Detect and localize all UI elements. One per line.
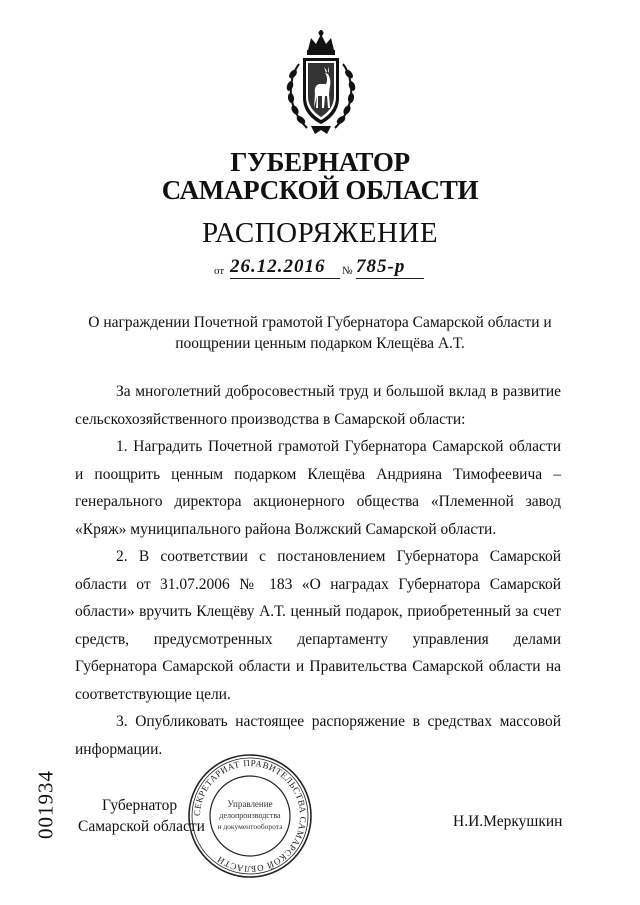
handwritten-date: 26.12.2016 bbox=[230, 256, 340, 279]
authority-region: САМАРСКОЙ ОБЛАСТИ bbox=[161, 175, 479, 205]
serial-number bbox=[34, 768, 58, 840]
stamp-center-line-1: Управление bbox=[227, 799, 273, 809]
handwritten-number: 785-р bbox=[356, 256, 424, 279]
number-label: № bbox=[342, 265, 353, 277]
document-subject bbox=[0, 312, 640, 354]
serial-number-text: 001934 bbox=[33, 770, 58, 839]
body-item-3: 3. Опубликовать настоящее распоряжение в средствах массовой информации. bbox=[75, 713, 561, 758]
document-body bbox=[75, 378, 561, 763]
stamp-ring-text: СЕКРЕТАРИАТ ПРАВИТЕЛЬСТВА САМАРСКОЙ ОБЛАСТИ bbox=[191, 757, 309, 875]
coat-of-arms-emblem bbox=[281, 30, 361, 142]
date-label: от bbox=[214, 265, 225, 277]
signatory-name: Н.И.Меркушкин bbox=[453, 813, 563, 830]
official-stamp bbox=[186, 752, 314, 880]
signatory-title-line-2: Самарской области bbox=[78, 818, 205, 835]
body-intro: За многолетний добросовестный труд и большой вклад в развитие сельскохозяйственного производства в Самарской области: bbox=[75, 383, 561, 428]
document-type: РАСПОРЯЖЕНИЕ bbox=[201, 217, 439, 249]
subject-line-2: поощрении ценным подарком Клещёва А.Т. bbox=[175, 335, 465, 352]
signatory-title-line-1: Губернатор bbox=[102, 797, 178, 814]
body-item-2: 2. В соответствии с постановлением Губернатора Самарской области от 31.07.2006 № 183 «О наградах Губернатора Самарской области» вручить Клещёву А.Т. ценный подарок, приобретенный за счет средств, предусмотренных департаменту управления делами Губернатора Самарской области и Правительства Самарской области на соответствующие цели. bbox=[75, 548, 561, 703]
body-item-1: 1. Наградить Почетной грамотой Губернатора Самарской области и поощрить ценным подарком Клещёва Андрияна Тимофеевича – генерального директора акционерного общества «Племенной завод «Кряж» муниципального района Волжский Самарской области. bbox=[75, 438, 561, 538]
authority-title: ГУБЕРНАТОР bbox=[230, 147, 410, 177]
subject-line-1: О награждении Почетной грамотой Губернатора Самарской области и bbox=[88, 314, 552, 331]
stamp-center-line-3: и документооборота bbox=[217, 822, 283, 831]
stamp-center-line-2: делопроизводства bbox=[219, 811, 281, 820]
